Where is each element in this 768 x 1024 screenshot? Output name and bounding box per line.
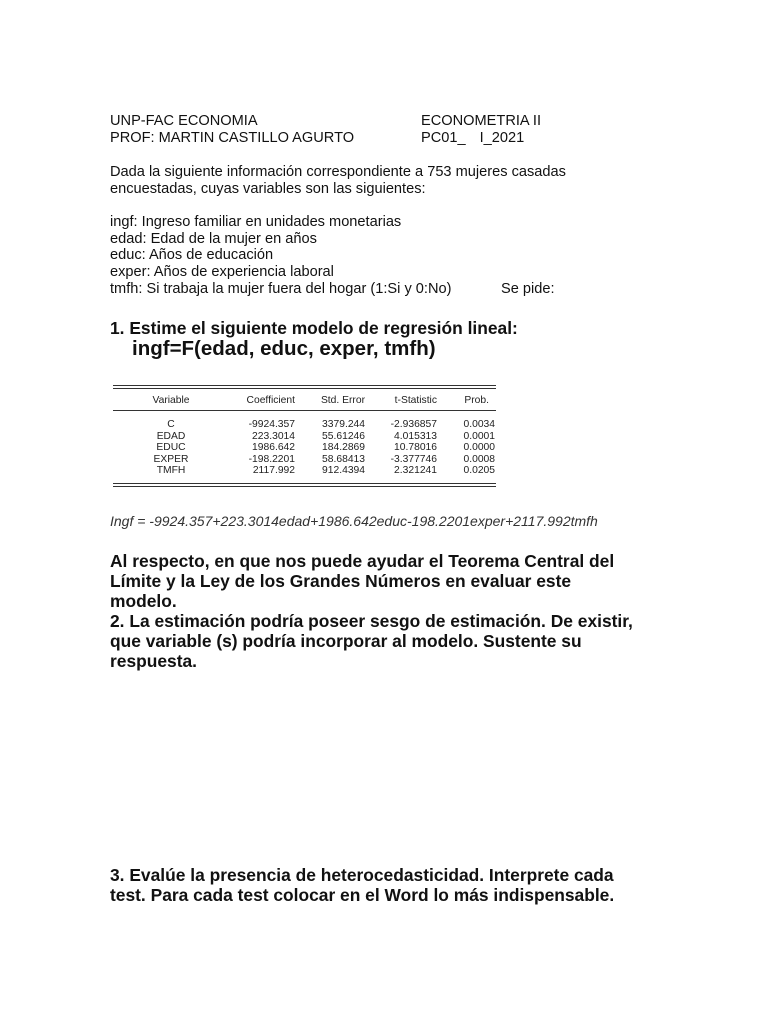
- column-t-statistic: [367, 419, 437, 477]
- header-coefficient: Coefficient: [246, 395, 295, 406]
- cell-t-statistic: -3.377746: [390, 453, 437, 465]
- header-prob: Prob.: [464, 395, 489, 406]
- exam-code: [421, 130, 524, 147]
- question-2-line: respuesta.: [110, 651, 197, 671]
- header-variable: Variable: [152, 395, 190, 406]
- column-prob: [443, 419, 495, 477]
- cell-coefficient: 223.3014: [252, 430, 295, 442]
- cell-prob: 0.0205: [463, 465, 495, 476]
- variable-definition: tmfh: Si trabaja la mujer fuera del hogar (1:Si y 0:No): [110, 281, 452, 297]
- variable-definition: exper: Años de experiencia laboral: [110, 264, 334, 280]
- question-3-line: test. Para cada test colocar en el Word lo más indispensable.: [110, 885, 615, 905]
- cell-std-error: 184.2869: [322, 442, 365, 453]
- exam-code-b: I_2021: [479, 130, 525, 146]
- cell-std-error: 3379.244: [322, 419, 365, 430]
- regression-table: [113, 385, 496, 489]
- question-3-line: 3. Evalúe la presencia de heterocedasticidad. Interprete cada: [110, 865, 614, 885]
- cell-t-statistic: 10.78016: [394, 442, 437, 453]
- cell-variable: TMFH: [156, 465, 186, 476]
- table-rule: [113, 388, 496, 389]
- variable-definition: ingf: Ingreso familiar en unidades monetarias: [110, 214, 402, 230]
- intro-line: encuestadas, cuyas variables son las siguientes:: [110, 181, 426, 197]
- cell-t-statistic: 2.321241: [394, 465, 437, 476]
- column-coefficient: [223, 419, 295, 477]
- header-t-statistic: t-Statistic: [394, 395, 437, 406]
- question-text-line: modelo.: [110, 591, 177, 611]
- cell-variable: EDUC: [156, 442, 186, 453]
- table-rule: [113, 486, 496, 487]
- cell-variable: EDAD: [156, 430, 186, 442]
- question-2-line: que variable (s) podría incorporar al modelo. Sustente su: [110, 631, 582, 651]
- header-std-error: Std. Error: [320, 395, 365, 406]
- cell-prob: 0.0008: [463, 453, 495, 465]
- column-std-error: [295, 419, 365, 477]
- table-rule: [113, 483, 496, 484]
- cell-coefficient: -198.2201: [248, 453, 295, 465]
- model-specification: ingf=F(edad, educ, exper, tmfh): [132, 337, 436, 360]
- cell-t-statistic: -2.936857: [390, 419, 437, 430]
- column-variable: [139, 419, 203, 477]
- cell-prob: 0.0034: [463, 419, 495, 430]
- table-rule: [113, 385, 496, 386]
- question-text-line: Al respecto, en que nos puede ayudar el Teorema Central del: [110, 551, 615, 571]
- course-faculty: UNP-FAC ECONOMIA: [110, 113, 258, 129]
- variable-definition: edad: Edad de la mujer en años: [110, 231, 317, 247]
- intro-line: Dada la siguiente información correspondiente a 753 mujeres casadas: [110, 164, 566, 180]
- professor-name: PROF: MARTIN CASTILLO AGURTO: [110, 130, 355, 146]
- cell-std-error: 912.4394: [322, 465, 365, 476]
- cell-variable: EXPER: [153, 453, 189, 465]
- estimated-equation: Ingf = -9924.357+223.3014edad+1986.642educ-198.2201exper+2117.992tmfh: [110, 513, 598, 529]
- question-1-title: 1. Estime el siguiente modelo de regresión lineal:: [110, 318, 518, 338]
- cell-std-error: 58.68413: [322, 453, 365, 465]
- question-text-line: Límite y la Ley de los Grandes Números en evaluar este: [110, 571, 572, 591]
- cell-t-statistic: 4.015313: [394, 430, 437, 442]
- table-rule: [113, 410, 496, 411]
- cell-std-error: 55.61246: [322, 430, 365, 442]
- question-2-line: 2. La estimación podría poseer sesgo de estimación. De existir,: [110, 611, 633, 631]
- cell-variable: C: [167, 419, 175, 430]
- se-pide-label: Se pide:: [501, 281, 555, 297]
- course-title: ECONOMETRIA II: [421, 113, 542, 129]
- cell-prob: 0.0001: [463, 430, 495, 442]
- cell-coefficient: -9924.357: [248, 419, 295, 430]
- exam-code-a: PC01_: [421, 130, 466, 146]
- cell-prob: 0.0000: [463, 442, 495, 453]
- cell-coefficient: 1986.642: [252, 442, 295, 453]
- variable-definition: educ: Años de educación: [110, 247, 274, 263]
- cell-coefficient: 2117.992: [252, 465, 295, 476]
